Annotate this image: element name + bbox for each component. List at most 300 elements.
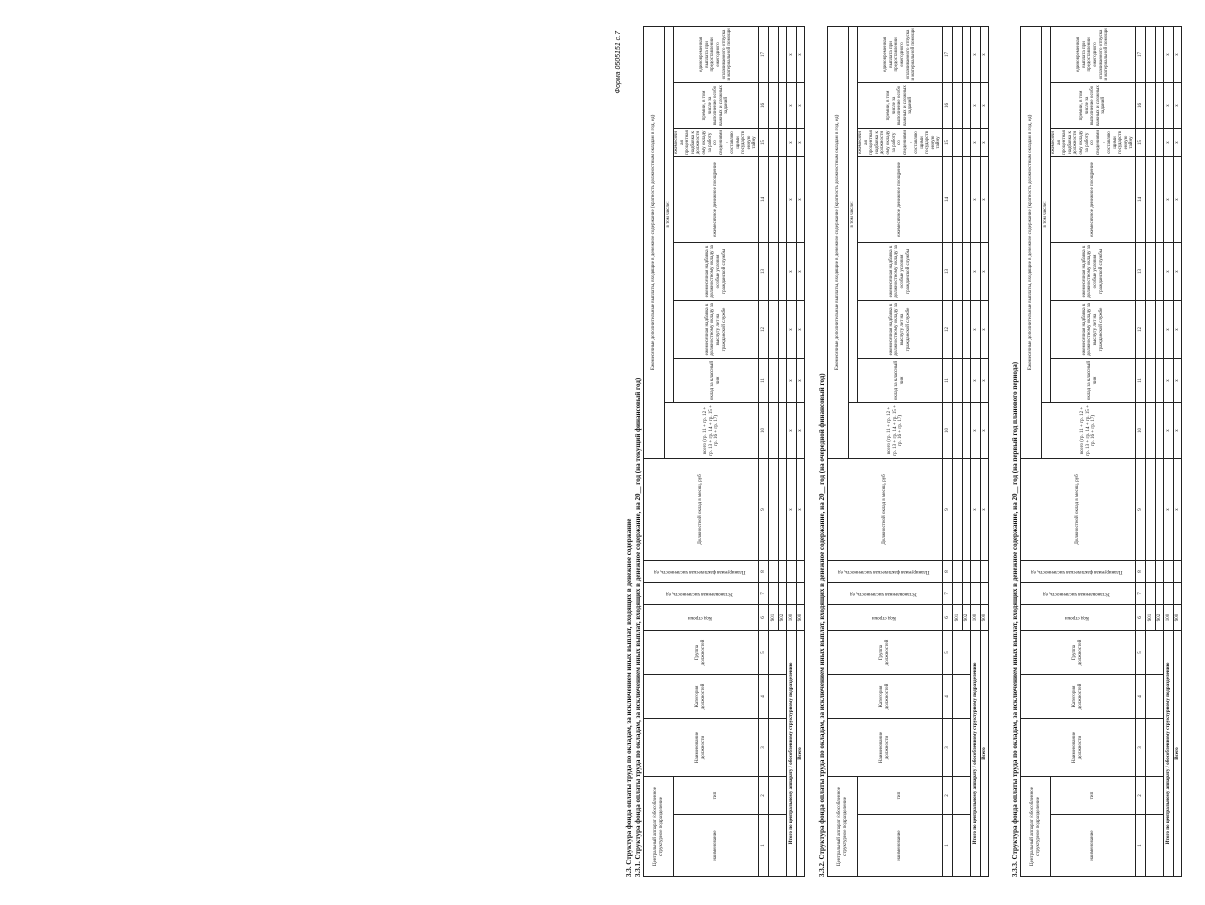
- cell-code: 902: [778, 604, 786, 630]
- column-number: 15: [942, 128, 952, 156]
- column-number: 17: [942, 26, 952, 82]
- header-col16: премии, в том числе за выполнение особо важных и сложных заданий: [1051, 82, 1136, 128]
- cell-col17-x: x: [980, 26, 988, 82]
- cell-col13[interactable]: [1145, 242, 1155, 300]
- cell-code: 100: [970, 604, 980, 630]
- cell-salary-x: x: [786, 458, 796, 560]
- grand-total-row: [796, 26, 804, 876]
- cell-col11-x: x: [980, 358, 988, 402]
- cell-col17[interactable]: [778, 26, 786, 82]
- cell-actual[interactable]: [962, 560, 970, 582]
- cell-col16-x: x: [1163, 82, 1173, 128]
- column-number: 5: [942, 630, 952, 674]
- cell-code: 900: [796, 604, 804, 630]
- header-staff-count: Установленная численность, ед: [644, 582, 759, 604]
- header-actual-count: Планируемая фактическая численность, ед: [1021, 560, 1136, 582]
- column-number: 1: [1135, 815, 1145, 877]
- header-staff-count: Установленная численность, ед: [1021, 582, 1136, 604]
- column-number: 11: [942, 358, 952, 402]
- column-number: 10: [942, 402, 952, 458]
- column-number: 5: [758, 630, 768, 674]
- header-col12: ежемесячная надбавка к должностному окладу за выслугу лет на гражданской службе: [858, 300, 943, 358]
- cell-actual[interactable]: [768, 560, 778, 582]
- header-col14: ежемесячное денежное поощрение: [1051, 156, 1136, 242]
- cell-col13-x: x: [1163, 242, 1173, 300]
- cell-position[interactable]: [768, 718, 786, 776]
- grand-total-label: Всего: [1173, 630, 1181, 876]
- cell-col12-x: x: [796, 300, 804, 358]
- cell-col11[interactable]: [962, 358, 970, 402]
- header-col14: ежемесячное денежное поощрение: [858, 156, 943, 242]
- cell-col17[interactable]: [768, 26, 778, 82]
- column-number: 6: [942, 604, 952, 630]
- column-number: 3: [1135, 718, 1145, 776]
- header-position-group: Группа должностей: [644, 630, 759, 674]
- header-type: тип: [1051, 776, 1136, 814]
- cell-actual[interactable]: [778, 560, 786, 582]
- column-numbers-row: [942, 26, 952, 876]
- cell-col16[interactable]: [962, 82, 970, 128]
- cell-col13[interactable]: [952, 242, 962, 300]
- cell-actual[interactable]: [1155, 560, 1163, 582]
- cell-col11-x: x: [786, 358, 796, 402]
- column-number: 8: [758, 560, 768, 582]
- header-position-group: Группа должностей: [828, 630, 943, 674]
- cell-col13-x: x: [970, 242, 980, 300]
- cell-col16-x: x: [796, 82, 804, 128]
- cell-code: 900: [980, 604, 988, 630]
- section-title: 3.3.2. Структура фонда оплаты труда по окладам, за исключением иных выплат, входящих в денежное содержание, на 20__ год (на очередной финансовый год): [818, 373, 826, 877]
- cell-col13[interactable]: [768, 242, 778, 300]
- header-monthly-extra: Ежемесячные дополнительные выплаты, входящие в денежное содержание (кратность должностным окладам в год, ед): [644, 26, 665, 458]
- cell-col14[interactable]: [1155, 156, 1163, 242]
- header-total: всего (гр. 11 + гр. 12 + гр. 13 + гр. 14 + гр. 15 + гр. 16 + гр. 17): [849, 402, 943, 458]
- header-name: наименование: [674, 815, 759, 877]
- cell-staff[interactable]: [962, 582, 970, 604]
- cell-total[interactable]: [962, 402, 970, 458]
- column-number: 4: [1135, 674, 1145, 718]
- header-including: в том числе:: [849, 26, 858, 402]
- header-monthly-extra: Ежемесячные дополнительные выплаты, входящие в денежное содержание (кратность должностным окладам в год, ед): [1021, 26, 1042, 458]
- cell-col15-x: x: [1163, 128, 1173, 156]
- header-position-category: Категория должностей: [644, 674, 759, 718]
- column-number: 15: [1135, 128, 1145, 156]
- cell-total-x: x: [796, 402, 804, 458]
- header-position-name: Наименование должности: [1021, 718, 1136, 776]
- total-central-label: Итого по центральному аппарату / обособленному структурному подразделению: [786, 630, 796, 876]
- header-salary: Должностной оклад в месяц, руб: [828, 458, 943, 560]
- column-number: 5: [1135, 630, 1145, 674]
- cell-col14[interactable]: [768, 156, 778, 242]
- header-row-code: Код строки: [828, 604, 943, 630]
- column-number: 3: [942, 718, 952, 776]
- header-col17: единовременная выплата при предоставлении ежегодного оплачиваемого отпуска и материальной помощи: [1051, 26, 1136, 82]
- header-including: в том числе:: [665, 26, 674, 402]
- cell-actual[interactable]: [970, 560, 980, 582]
- cell-total-x: x: [786, 402, 796, 458]
- cell-group[interactable]: [952, 630, 970, 674]
- column-number: 10: [758, 402, 768, 458]
- cell-actual[interactable]: [796, 560, 804, 582]
- cell-salary[interactable]: [768, 458, 778, 560]
- column-number: 2: [758, 776, 768, 814]
- header-position-category: Категория должностей: [828, 674, 943, 718]
- cell-col17[interactable]: [1155, 26, 1163, 82]
- cell-col11-x: x: [970, 358, 980, 402]
- header-col12: ежемесячная надбавка к должностному окладу за выслугу лет на гражданской службе: [1051, 300, 1136, 358]
- cell-col17-x: x: [1173, 26, 1181, 82]
- header-col17: единовременная выплата при предоставлении ежегодного оплачиваемого отпуска и материальной помощи: [674, 26, 759, 82]
- header-central-apparatus: Центральный аппарат /обособленное структурное подразделение: [644, 776, 674, 876]
- cell-code: 901: [768, 604, 778, 630]
- column-number: 1: [942, 815, 952, 877]
- column-number: 13: [1135, 242, 1145, 300]
- data-row-901: [952, 26, 962, 876]
- header-position-group: Группа должностей: [1021, 630, 1136, 674]
- header-col15: ежемесячная процентная надбавка к должностному окладу за работу со сведениями, составляющими государственную тайну: [1051, 130, 1135, 155]
- column-number: 17: [758, 26, 768, 82]
- cell-col12-x: x: [980, 300, 988, 358]
- cell-col14-x: x: [786, 156, 796, 242]
- header-position-name: Наименование должности: [828, 718, 943, 776]
- header-actual-count: Планируемая фактическая численность, ед: [644, 560, 759, 582]
- cell-col12-x: x: [786, 300, 796, 358]
- section-3: [1011, 27, 1182, 877]
- data-row-901: [1145, 26, 1155, 876]
- cell-col14-x: x: [980, 156, 988, 242]
- cell-col14-x: x: [1173, 156, 1181, 242]
- grand-total-label: Всего: [796, 630, 804, 876]
- cell-col15[interactable]: [1155, 128, 1163, 156]
- header-col17: единовременная выплата при предоставлении ежегодного оплачиваемого отпуска и материальной помощи: [858, 26, 943, 82]
- cell-col12[interactable]: [962, 300, 970, 358]
- header-col15: ежемесячная процентная надбавка к должностному окладу за работу со сведениями, составляющими государственную тайну: [858, 130, 942, 155]
- cell-staff[interactable]: [952, 582, 962, 604]
- cell-col11[interactable]: [1155, 358, 1163, 402]
- cell-salary[interactable]: [1155, 458, 1163, 560]
- cell-col15[interactable]: [768, 128, 778, 156]
- cell-col12[interactable]: [1145, 300, 1155, 358]
- header-staff-count: Установленная численность, ед: [828, 582, 943, 604]
- grand-total-row: [1173, 26, 1181, 876]
- cell-col16-x: x: [970, 82, 980, 128]
- cell-total-x: x: [980, 402, 988, 458]
- cell-staff[interactable]: [778, 582, 786, 604]
- column-number: 12: [942, 300, 952, 358]
- cell-col16[interactable]: [778, 82, 786, 128]
- fot-structure-table: [643, 26, 805, 877]
- cell-total-x: x: [970, 402, 980, 458]
- cell-col16[interactable]: [1155, 82, 1163, 128]
- header-type: тип: [858, 776, 943, 814]
- header-col11: оклад за классный чин: [1051, 358, 1136, 402]
- cell-staff[interactable]: [1155, 582, 1163, 604]
- column-number: 16: [758, 82, 768, 128]
- column-number: 16: [942, 82, 952, 128]
- column-number: 7: [942, 582, 952, 604]
- column-number: 4: [758, 674, 768, 718]
- cell-staff[interactable]: [786, 582, 796, 604]
- cell-actual[interactable]: [980, 560, 988, 582]
- cell-col12[interactable]: [768, 300, 778, 358]
- cell-salary-x: x: [1173, 458, 1181, 560]
- header-col13: ежемесячная надбавка к должностному окладу за особые условия гражданской службы: [858, 242, 943, 300]
- form-number: Форма 0505151 с.7: [615, 31, 622, 94]
- cell-col16-x: x: [980, 82, 988, 128]
- cell-type[interactable]: [952, 776, 970, 814]
- cell-col11[interactable]: [768, 358, 778, 402]
- header-col12: ежемесячная надбавка к должностному окладу за выслугу лет на гражданской службе: [674, 300, 759, 358]
- cell-col12[interactable]: [778, 300, 786, 358]
- cell-col15[interactable]: [952, 128, 962, 156]
- cell-col16[interactable]: [1145, 82, 1155, 128]
- cell-col16-x: x: [786, 82, 796, 128]
- cell-col17[interactable]: [962, 26, 970, 82]
- cell-col15-x: x: [796, 128, 804, 156]
- cell-col17[interactable]: [1145, 26, 1155, 82]
- cell-total-x: x: [1173, 402, 1181, 458]
- grand-total-label: Всего: [980, 630, 988, 876]
- cell-salary[interactable]: [962, 458, 970, 560]
- total-central-label: Итого по центральному аппарату / обособленному структурному подразделению: [970, 630, 980, 876]
- cell-total[interactable]: [1155, 402, 1163, 458]
- cell-col15-x: x: [786, 128, 796, 156]
- column-number: 9: [1135, 458, 1145, 560]
- header-position-name: Наименование должности: [644, 718, 759, 776]
- cell-col12-x: x: [1163, 300, 1173, 358]
- cell-total[interactable]: [768, 402, 778, 458]
- cell-name[interactable]: [768, 815, 786, 877]
- cell-col11-x: x: [796, 358, 804, 402]
- cell-staff[interactable]: [980, 582, 988, 604]
- cell-code: 100: [1163, 604, 1173, 630]
- cell-type[interactable]: [768, 776, 786, 814]
- cell-col15[interactable]: [778, 128, 786, 156]
- column-number: 13: [942, 242, 952, 300]
- cell-salary-x: x: [980, 458, 988, 560]
- grand-total-row: [980, 26, 988, 876]
- total-central-label: Итого по центральному аппарату / обособленному структурному подразделению: [1163, 630, 1173, 876]
- cell-col13-x: x: [796, 242, 804, 300]
- section-2: [818, 27, 989, 877]
- cell-staff[interactable]: [796, 582, 804, 604]
- cell-staff[interactable]: [970, 582, 980, 604]
- cell-name[interactable]: [1145, 815, 1163, 877]
- cell-staff[interactable]: [1173, 582, 1181, 604]
- header-total: всего (гр. 11 + гр. 12 + гр. 13 + гр. 14 + гр. 15 + гр. 16 + гр. 17): [1042, 402, 1136, 458]
- header-central-apparatus: Центральный аппарат /обособленное структурное подразделение: [828, 776, 858, 876]
- cell-col13-x: x: [1173, 242, 1181, 300]
- header-actual-count: Планируемая фактическая численность, ед: [828, 560, 943, 582]
- fot-structure-table: [827, 26, 989, 877]
- cell-col12[interactable]: [952, 300, 962, 358]
- column-number: 4: [942, 674, 952, 718]
- header-col13: ежемесячная надбавка к должностному окладу за особые условия гражданской службы: [674, 242, 759, 300]
- total-central-row: [970, 26, 980, 876]
- column-number: 2: [1135, 776, 1145, 814]
- cell-total-x: x: [1163, 402, 1173, 458]
- column-number: 11: [758, 358, 768, 402]
- cell-code: 900: [1173, 604, 1181, 630]
- total-central-row: [1163, 26, 1173, 876]
- column-number: 16: [1135, 82, 1145, 128]
- cell-actual[interactable]: [786, 560, 796, 582]
- cell-col13[interactable]: [1155, 242, 1163, 300]
- cell-col11[interactable]: [1145, 358, 1155, 402]
- cell-salary-x: x: [1163, 458, 1173, 560]
- column-numbers-row: [758, 26, 768, 876]
- cell-staff[interactable]: [1145, 582, 1155, 604]
- cell-type[interactable]: [1145, 776, 1163, 814]
- header-including: в том числе:: [1042, 26, 1051, 402]
- cell-group[interactable]: [1145, 630, 1163, 674]
- column-number: 1: [758, 815, 768, 877]
- cell-group[interactable]: [768, 630, 786, 674]
- cell-col11[interactable]: [778, 358, 786, 402]
- section-subtitle: 3.3.1. Структура фонда оплаты труда по окладам, за исключением иных выплат, входящих в денежное содержание, на 20__ год (на текущий финансовый год): [634, 377, 642, 877]
- cell-code: 901: [1145, 604, 1155, 630]
- cell-salary-x: x: [796, 458, 804, 560]
- header-monthly-extra: Ежемесячные дополнительные выплаты, входящие в денежное содержание (кратность должностным окладам в год, ед): [828, 26, 849, 458]
- cell-col16[interactable]: [768, 82, 778, 128]
- fot-structure-table: [1020, 26, 1182, 877]
- cell-salary[interactable]: [1145, 458, 1155, 560]
- cell-col14-x: x: [796, 156, 804, 242]
- cell-col12-x: x: [1173, 300, 1181, 358]
- cell-staff[interactable]: [1163, 582, 1173, 604]
- column-number: 14: [1135, 156, 1145, 242]
- section-title: 3.3.3. Структура фонда оплаты труда по окладам, за исключением иных выплат, входящих в денежное содержание, на 20__ год (на первый год планового периода): [1011, 361, 1019, 877]
- column-number: 15: [758, 128, 768, 156]
- cell-col15[interactable]: [962, 128, 970, 156]
- column-number: 8: [942, 560, 952, 582]
- header-name: наименование: [858, 815, 943, 877]
- cell-salary[interactable]: [952, 458, 962, 560]
- cell-code: 902: [1155, 604, 1163, 630]
- cell-staff[interactable]: [768, 582, 778, 604]
- header-col15: ежемесячная процентная надбавка к должностному окладу за работу со сведениями, составляющими государственную тайну: [674, 130, 758, 155]
- section-title: 3.3. Структура фонда оплаты труда по окладам, за исключением иных выплат, входящих в денежное содержание: [625, 518, 633, 877]
- cell-col15-x: x: [1173, 128, 1181, 156]
- header-col11: оклад за классный чин: [674, 358, 759, 402]
- cell-col13-x: x: [980, 242, 988, 300]
- column-numbers-row: [1135, 26, 1145, 876]
- cell-col17-x: x: [970, 26, 980, 82]
- cell-col15[interactable]: [1145, 128, 1155, 156]
- column-number: 7: [1135, 582, 1145, 604]
- column-number: 9: [758, 458, 768, 560]
- cell-actual[interactable]: [1173, 560, 1181, 582]
- cell-salary-x: x: [970, 458, 980, 560]
- column-number: 6: [758, 604, 768, 630]
- column-number: 7: [758, 582, 768, 604]
- cell-col16[interactable]: [952, 82, 962, 128]
- cell-position[interactable]: [952, 718, 970, 776]
- column-number: 3: [758, 718, 768, 776]
- cell-col15-x: x: [980, 128, 988, 156]
- column-number: 11: [1135, 358, 1145, 402]
- cell-actual[interactable]: [952, 560, 962, 582]
- header-central-apparatus: Центральный аппарат /обособленное структурное подразделение: [1021, 776, 1051, 876]
- header-col16: премии, в том числе за выполнение особо важных и сложных заданий: [674, 82, 759, 128]
- cell-col12[interactable]: [1155, 300, 1163, 358]
- column-number: 6: [1135, 604, 1145, 630]
- column-number: 10: [1135, 402, 1145, 458]
- cell-total[interactable]: [1145, 402, 1155, 458]
- column-number: 13: [758, 242, 768, 300]
- cell-col14-x: x: [1163, 156, 1173, 242]
- cell-col14[interactable]: [1145, 156, 1155, 242]
- header-position-category: Категория должностей: [1021, 674, 1136, 718]
- header-salary: Должностной оклад в месяц, руб: [644, 458, 759, 560]
- cell-col15-x: x: [970, 128, 980, 156]
- cell-category[interactable]: [768, 674, 786, 718]
- header-salary: Должностной оклад в месяц, руб: [1021, 458, 1136, 560]
- header-col11: оклад за классный чин: [858, 358, 943, 402]
- data-row-901: [768, 26, 778, 876]
- cell-col11[interactable]: [952, 358, 962, 402]
- cell-actual[interactable]: [1145, 560, 1155, 582]
- column-number: 8: [1135, 560, 1145, 582]
- header-col16: премии, в том числе за выполнение особо важных и сложных заданий: [858, 82, 943, 128]
- cell-position[interactable]: [1145, 718, 1163, 776]
- cell-code: 902: [962, 604, 970, 630]
- cell-col17-x: x: [786, 26, 796, 82]
- cell-total[interactable]: [778, 402, 786, 458]
- header-col14: ежемесячное денежное поощрение: [674, 156, 759, 242]
- cell-total[interactable]: [952, 402, 962, 458]
- cell-code: 100: [786, 604, 796, 630]
- header-name: наименование: [1051, 815, 1136, 877]
- section-1: [625, 27, 805, 877]
- rotated-content: [615, 27, 1205, 877]
- header-type: тип: [674, 776, 759, 814]
- column-number: 12: [1135, 300, 1145, 358]
- cell-col12-x: x: [970, 300, 980, 358]
- cell-col14-x: x: [970, 156, 980, 242]
- cell-col11-x: x: [1163, 358, 1173, 402]
- column-number: 9: [942, 458, 952, 560]
- cell-col13[interactable]: [778, 242, 786, 300]
- cell-category[interactable]: [952, 674, 970, 718]
- cell-actual[interactable]: [1163, 560, 1173, 582]
- header-row-code: Код строки: [644, 604, 759, 630]
- header-total: всего (гр. 11 + гр. 12 + гр. 13 + гр. 14 + гр. 15 + гр. 16 + гр. 17): [665, 402, 759, 458]
- cell-col13[interactable]: [962, 242, 970, 300]
- cell-col16-x: x: [1173, 82, 1181, 128]
- cell-category[interactable]: [1145, 674, 1163, 718]
- header-row-code: Код строки: [1021, 604, 1136, 630]
- cell-col11-x: x: [1173, 358, 1181, 402]
- total-central-row: [786, 26, 796, 876]
- cell-col14[interactable]: [952, 156, 962, 242]
- column-number: 17: [1135, 26, 1145, 82]
- cell-salary[interactable]: [778, 458, 786, 560]
- cell-col14[interactable]: [962, 156, 970, 242]
- header-col13: ежемесячная надбавка к должностному окладу за особые условия гражданской службы: [1051, 242, 1136, 300]
- cell-col17[interactable]: [952, 26, 962, 82]
- cell-col17-x: x: [796, 26, 804, 82]
- column-number: 2: [942, 776, 952, 814]
- column-number: 14: [942, 156, 952, 242]
- cell-name[interactable]: [952, 815, 970, 877]
- cell-col17-x: x: [1163, 26, 1173, 82]
- column-number: 14: [758, 156, 768, 242]
- cell-col14[interactable]: [778, 156, 786, 242]
- column-number: 12: [758, 300, 768, 358]
- cell-code: 901: [952, 604, 962, 630]
- cell-col13-x: x: [786, 242, 796, 300]
